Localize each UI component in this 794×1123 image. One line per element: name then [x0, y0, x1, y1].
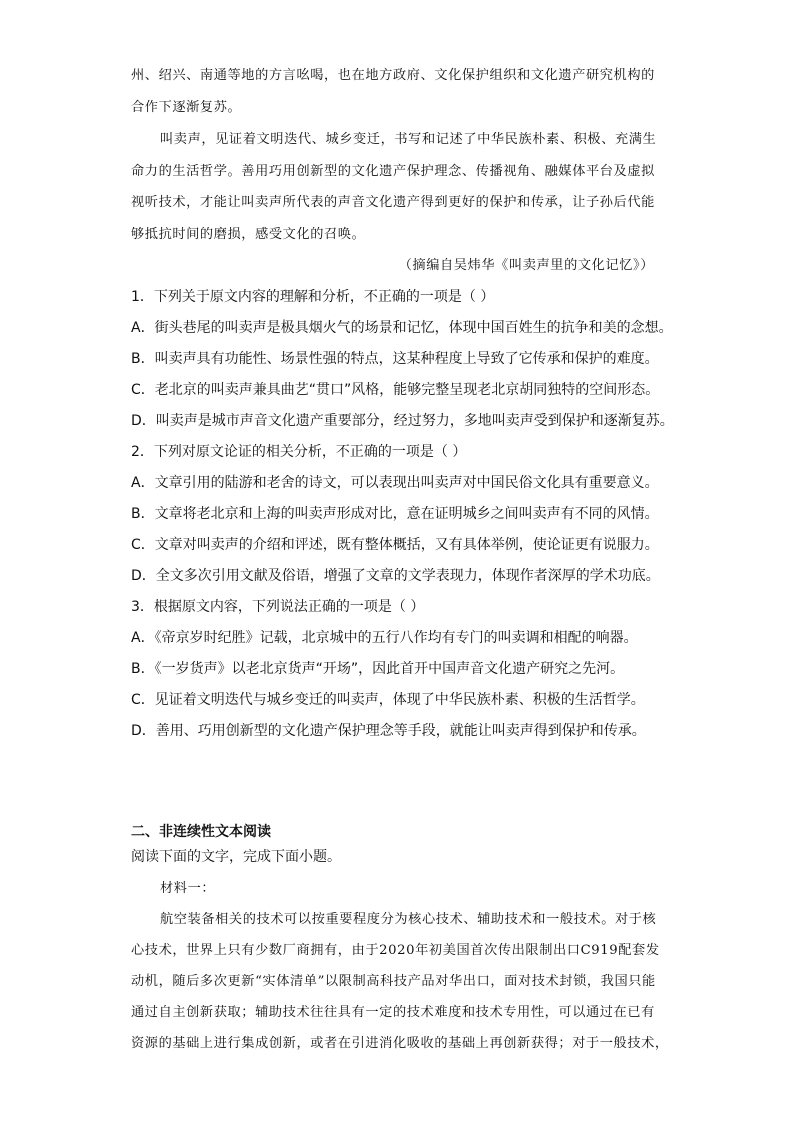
material-line: 资源的基础上进行集成创新，或者在引进消化吸收的基础上再创新获得；对于一般技术， [131, 1036, 669, 1051]
material-line: 航空装备相关的技术可以按重要程度分为核心技术、辅助技术和一般技术。对于核 [160, 912, 657, 927]
material-line: 通过自主创新获取；辅助技术往往具有一定的技术难度和技术专用性，可以通过在已有 [131, 1005, 655, 1020]
passage-source: （摘编自吴炜华《叫卖声里的文化记忆》） [398, 258, 654, 273]
question-option: A．文章引用的陆游和老舍的诗文，可以表现出叫卖声对中国民俗文化具有重要意义。 [131, 475, 659, 491]
passage-line: 够抵抗时间的磨损，感受文化的召唤。 [131, 227, 366, 242]
passage-line: 合作下逐渐复苏。 [131, 100, 242, 115]
passage-line: 州、绍兴、南通等地的方言吆喝，也在地方政府、文化保护组织和文化遗产研究机构的 [131, 68, 655, 83]
question-stem: 3．根据原文内容，下列说法正确的一项是（ ） [131, 599, 425, 615]
question-option: C．老北京的叫卖声兼具曲艺“贯口”风格，能够完整呈现老北京胡同独特的空间形态。 [131, 382, 660, 398]
passage-line: 视听技术，才能让叫卖声所代表的声音文化遗产得到更好的保护和传承，让子孙后代能 [131, 195, 655, 210]
material-line: 心技术，世界上只有少数厂商拥有，由于2020年初美国首次传出限制出口C919配套发 [131, 943, 660, 958]
question-option: B．叫卖声具有功能性、场景性强的特点，这某种程度上导致了它传承和保护的难度。 [131, 351, 659, 367]
question-stem: 1．下列关于原文内容的理解和分析，不正确的一项是（ ） [131, 289, 495, 305]
question-option: D．叫卖声是城市声音文化遗产重要部分，经过努力，多地叫卖声受到保护和逐渐复苏。 [131, 413, 674, 429]
question-option: C．见证着文明迭代与城乡变迁的叫卖声，体现了中华民族朴素、积极的生活哲学。 [131, 692, 645, 708]
question-stem: 2．下列对原文论证的相关分析，不正确的一项是（ ） [131, 444, 467, 460]
question-option: C．文章对叫卖声的介绍和评述，既有整体概括，又有具体举例，使论证更有说服力。 [131, 537, 659, 553]
material-line: 动机，随后多次更新“实体清单”以限制高科技产品对华出口，面对技术封锁，我国只能 [131, 974, 656, 989]
question-option: B．《一岁货声》以老北京货声“开场”，因此首开中国声音文化遗产研究之先河。 [131, 661, 625, 677]
passage-line: 命力的生活哲学。善用巧用创新型的文化遗产保护理念、传播视角、融媒体平台及虚拟 [131, 164, 655, 179]
section-heading: 二、非连续性文本阅读 [131, 824, 271, 840]
passage-line: 叫卖声，见证着文明迭代、城乡变迁，书写和记述了中华民族朴素、积极、充满生 [160, 132, 657, 147]
material-label: 材料一： [160, 881, 216, 896]
question-option: A．《帝京岁时纪胜》记载，北京城中的五行八作均有专门的叫卖调和相配的响器。 [131, 630, 638, 646]
question-option: A．街头巷尾的叫卖声是极具烟火气的场景和记忆，体现中国百姓生的抗争和美的念想。 [131, 320, 673, 336]
section-instruction: 阅读下面的文字，完成下面小题。 [131, 849, 341, 865]
question-option: D．善用、巧用创新型的文化遗产保护理念等手段，就能让叫卖声得到保护和传承。 [131, 723, 646, 739]
question-option: B．文章将老北京和上海的叫卖声形成对比，意在证明城乡之间叫卖声有不同的风情。 [131, 506, 659, 522]
question-option: D．全文多次引用文献及俗语，增强了文章的文学表现力，体现作者深厚的学术功底。 [131, 568, 660, 584]
